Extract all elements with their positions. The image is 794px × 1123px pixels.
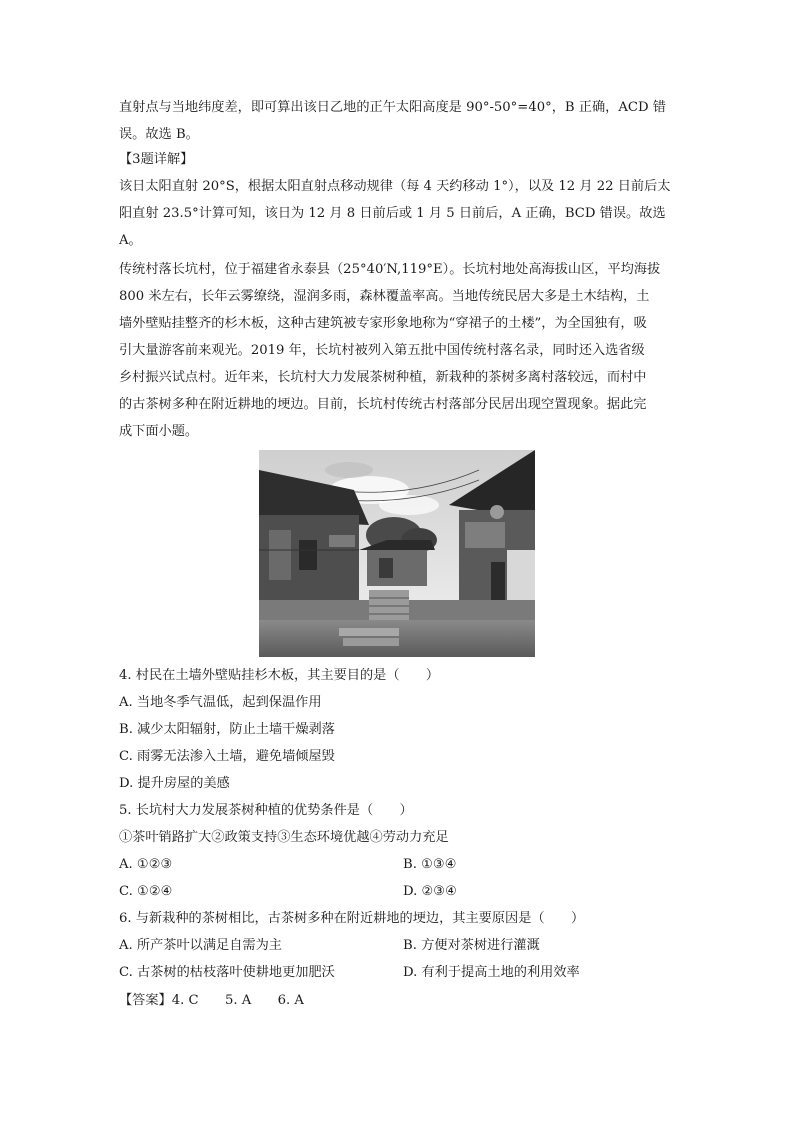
section-3-line: A。	[119, 233, 142, 248]
passage-line: 墙外壁贴挂整齐的杉木板，这种古建筑被专家形象地称为“穿裙子的土楼”，为全国独有，吸	[119, 316, 647, 331]
question-4-option-a: A. 当地冬季气温低，起到保温作用	[119, 695, 322, 710]
section-3-line: 阳直射 23.5°计算可知，该日为 12 月 8 日前后或 1 月 5 日前后，A 正确，BCD 错误。故选	[119, 206, 666, 221]
answer-line: 【答案】4. C 5. A 6. A	[119, 993, 304, 1008]
passage	[119, 256, 679, 445]
section-3	[119, 146, 679, 254]
passage-line: 传统村落长坑村，位于福建省永泰县（25°40′N,119°E）。长坑村地处高海拔山区，平均海拔	[119, 262, 661, 277]
passage-line: 800 米左右，长年云雾缭绕，湿润多雨，森林覆盖率高。当地传统民居大多是土木结构，土	[119, 289, 650, 304]
passage-line: 成下面小题。	[119, 424, 199, 439]
question-6-option-a: A. 所产茶叶以满足自需为主	[119, 938, 282, 953]
passage-line: 乡村振兴试点村。近年来，长坑村大力发展茶树种植，新栽种的茶树多离村落较远，而村中	[119, 370, 647, 385]
question-5-option-a: A. ①②③	[119, 857, 173, 872]
question-6-option-d: D. 有利于提高土地的利用效率	[403, 965, 580, 980]
question-6-option-b: B. 方便对茶树进行灌溉	[403, 938, 540, 953]
explanation-2-tail	[119, 94, 679, 148]
question-5-option-d: D. ②③④	[403, 884, 457, 899]
question-4-option-b: B. 减少太阳辐射，防止土墙干燥剥落	[119, 722, 335, 737]
explanation-line: 误。故选 B。	[119, 127, 199, 142]
question-4-stem: 4. 村民在土墙外壁贴挂杉木板，其主要目的是（ ）	[119, 668, 440, 683]
question-4-option-c: C. 雨雾无法渗入土墙，避免墙倾屋毁	[119, 749, 335, 764]
passage-line: 的古茶树多种在附近耕地的埂边。目前，长坑村传统古村落部分民居出现空置现象。据此完	[119, 397, 647, 412]
question-5-stem: 5. 长坑村大力发展茶树种植的优势条件是（ ）	[119, 803, 413, 818]
question-6-stem: 6. 与新栽种的茶树相比，古茶树多种在附近耕地的埂边，其主要原因是（ ）	[119, 911, 585, 926]
question-5-option-c: C. ①②④	[119, 884, 173, 899]
explanation-line: 直射点与当地纬度差，即可算出该日乙地的正午太阳高度是 90°-50°=40°，B 正确，ACD 错	[119, 100, 666, 115]
village-photo	[259, 450, 535, 657]
passage-line: 引大量游客前来观光。2019 年，长坑村被列入第五批中国传统村落名录，同时还入选省级	[119, 343, 645, 358]
question-4-option-d: D. 提升房屋的美感	[119, 776, 230, 791]
section-3-heading: 【3题详解】	[119, 152, 194, 167]
question-6-option-c: C. 古茶树的枯枝落叶使耕地更加肥沃	[119, 965, 335, 980]
section-3-line: 该日太阳直射 20°S，根据太阳直射点移动规律（每 4 天约移动 1°），以及 12 月 22 日前后太	[119, 179, 671, 194]
question-5-option-b: B. ①③④	[403, 857, 457, 872]
question-5-items: ①茶叶销路扩大②政策支持③生态环境优越④劳动力充足	[119, 830, 449, 845]
